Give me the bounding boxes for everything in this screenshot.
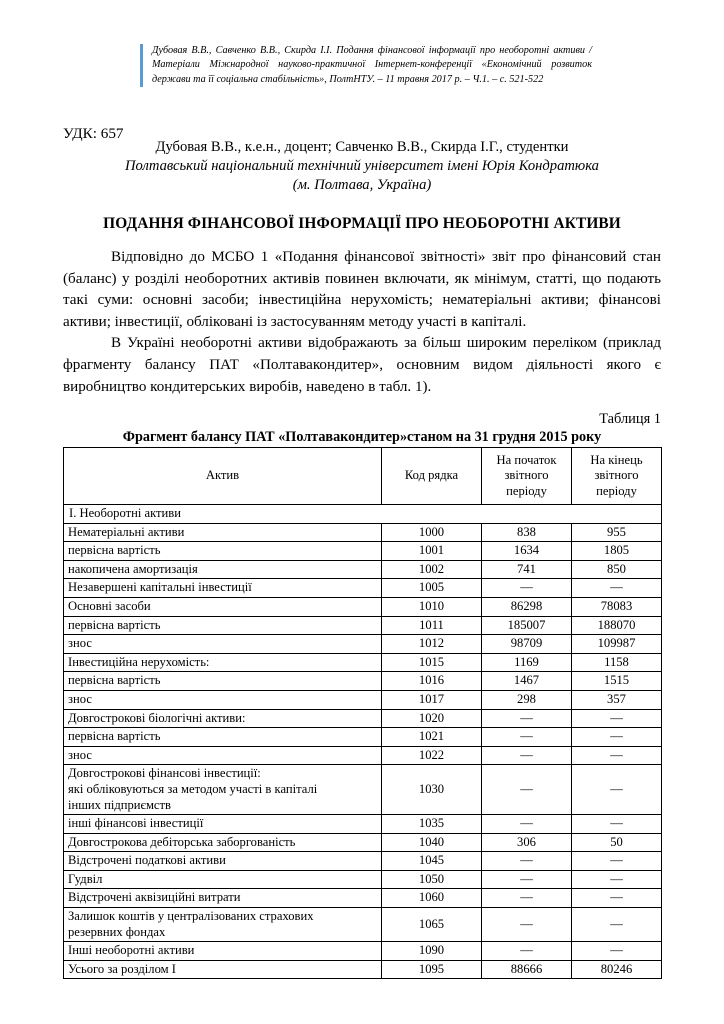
table-row — [64, 870, 662, 889]
cell-asset: Залишок коштів у централізованих страхових резервних фондах — [64, 908, 382, 942]
table-row — [64, 597, 662, 616]
cell-end-period: — — [572, 728, 662, 747]
cell-begin-period: 741 — [482, 560, 572, 579]
column-header-end-period: На кінець звітного періоду — [572, 448, 662, 505]
cell-code: 1002 — [382, 560, 482, 579]
cell-end-period: 1805 — [572, 542, 662, 561]
cell-asset: первісна вартість — [64, 542, 382, 561]
table-row — [64, 765, 662, 815]
udk-code: УДК: 657 — [63, 125, 124, 142]
cell-asset: Гудвіл — [64, 870, 382, 889]
table-header-row — [64, 448, 662, 505]
column-header-code: Код рядка — [382, 448, 482, 505]
cell-asset: Усього за розділом І — [64, 960, 382, 979]
cell-end-period: — — [572, 746, 662, 765]
table-body — [64, 505, 662, 979]
cell-end-period: 357 — [572, 690, 662, 709]
table-row — [64, 672, 662, 691]
cell-asset: інші фінансові інвестиції — [64, 815, 382, 834]
cell-code: 1005 — [382, 579, 482, 598]
cell-asset: Нематеріальні активи — [64, 523, 382, 542]
cell-code: 1016 — [382, 672, 482, 691]
citation-text: Дубовая В.В., Савченко В.В., Скирда І.І. Подання фінансової інформації про необоротні активи / Матеріали Міжнародної науково-практичної Інтернет-конференції «Економічний розвиток держави та її соціальна стабільність», ПолтНТУ. – 11 травня 2017 р. – Ч.1. – с. 521-522 — [152, 45, 592, 85]
cell-end-period: — — [572, 889, 662, 908]
cell-begin-period: — — [482, 765, 572, 815]
cell-begin-period: 306 — [482, 833, 572, 852]
cell-asset: Інвестиційна нерухомість: — [64, 653, 382, 672]
cell-begin-period: 1169 — [482, 653, 572, 672]
cell-begin-period: 185007 — [482, 616, 572, 635]
cell-begin-period: — — [482, 579, 572, 598]
cell-end-period: — — [572, 709, 662, 728]
cell-begin-period: 1467 — [482, 672, 572, 691]
cell-begin-period: — — [482, 746, 572, 765]
table-row — [64, 815, 662, 834]
cell-code: 1090 — [382, 942, 482, 961]
authors-names: Дубовая В.В., к.е.н., доцент; Савченко В.В., Скирда І.Г., студентки — [155, 139, 569, 155]
cell-begin-period: — — [482, 852, 572, 871]
cell-code: 1015 — [382, 653, 482, 672]
table-row — [64, 579, 662, 598]
cell-code: 1022 — [382, 746, 482, 765]
table-row — [64, 560, 662, 579]
cell-asset: первісна вартість — [64, 616, 382, 635]
paragraph: В Україні необоротні активи відображають за більш широким переліком (приклад фрагменту балансу ПАТ «Полтавакондитер», основним видом діяльності якого є виробництво кондитерських виробів, наведено в табл. 1). — [63, 335, 661, 395]
cell-end-period: 188070 — [572, 616, 662, 635]
table-row — [64, 960, 662, 979]
cell-asset: Відстрочені податкові активи — [64, 852, 382, 871]
cell-begin-period: — — [482, 942, 572, 961]
table-row — [64, 852, 662, 871]
table-row — [64, 616, 662, 635]
column-header-asset: Актив — [64, 448, 382, 505]
cell-end-period: — — [572, 908, 662, 942]
cell-code: 1030 — [382, 765, 482, 815]
authors-city: (м. Полтава, Україна) — [292, 177, 432, 194]
table-row — [64, 653, 662, 672]
cell-begin-period: — — [482, 908, 572, 942]
cell-begin-period: — — [482, 889, 572, 908]
cell-asset: Довгострокові фінансові інвестиції: які обліковуються за методом участі в капіталі інших підприємств — [64, 765, 382, 815]
table-row — [64, 942, 662, 961]
cell-code: 1065 — [382, 908, 482, 942]
cell-code: 1017 — [382, 690, 482, 709]
cell-asset: первісна вартість — [64, 728, 382, 747]
cell-begin-period: 86298 — [482, 597, 572, 616]
table-number-label: Таблиця 1 — [599, 411, 661, 427]
column-header-begin-period: На початок звітного періоду — [482, 448, 572, 505]
table-row — [64, 542, 662, 561]
cell-asset: первісна вартість — [64, 672, 382, 691]
cell-code: 1012 — [382, 635, 482, 654]
cell-asset: Відстрочені аквізиційні витрати — [64, 889, 382, 908]
table-row — [64, 728, 662, 747]
cell-begin-period: 1634 — [482, 542, 572, 561]
cell-code: 1060 — [382, 889, 482, 908]
cell-asset: накопичена амортизація — [64, 560, 382, 579]
table-row — [64, 523, 662, 542]
cell-begin-period: — — [482, 870, 572, 889]
cell-begin-period: 298 — [482, 690, 572, 709]
cell-end-period: 80246 — [572, 960, 662, 979]
table-row — [64, 833, 662, 852]
cell-asset: Довгострокові біологічні активи: — [64, 709, 382, 728]
cell-asset: Інші необоротні активи — [64, 942, 382, 961]
article-body — [63, 247, 661, 398]
cell-asset: знос — [64, 746, 382, 765]
cell-code: 1000 — [382, 523, 482, 542]
table-section-row — [64, 505, 662, 524]
cell-end-period: 850 — [572, 560, 662, 579]
cell-code: 1095 — [382, 960, 482, 979]
table-header — [64, 448, 662, 505]
authors-block — [63, 138, 661, 196]
balance-table-container — [63, 447, 661, 979]
cell-begin-period: — — [482, 709, 572, 728]
cell-asset: знос — [64, 635, 382, 654]
cell-asset: знос — [64, 690, 382, 709]
table-row — [64, 908, 662, 942]
table-caption: Фрагмент балансу ПАТ «Полтавакондитер»станом на 31 грудня 2015 року — [122, 429, 602, 445]
table-row — [64, 889, 662, 908]
cell-end-period: — — [572, 870, 662, 889]
cell-code: 1040 — [382, 833, 482, 852]
cell-code: 1020 — [382, 709, 482, 728]
cell-code: 1021 — [382, 728, 482, 747]
cell-code: 1045 — [382, 852, 482, 871]
table-row — [64, 746, 662, 765]
cell-end-period: — — [572, 765, 662, 815]
cell-begin-period: 98709 — [482, 635, 572, 654]
cell-begin-period: 838 — [482, 523, 572, 542]
citation-block — [140, 44, 592, 87]
cell-begin-period: — — [482, 728, 572, 747]
cell-code: 1011 — [382, 616, 482, 635]
cell-asset: Основні засоби — [64, 597, 382, 616]
cell-end-period: 109987 — [572, 635, 662, 654]
cell-end-period: — — [572, 942, 662, 961]
cell-asset: Незавершені капітальні інвестиції — [64, 579, 382, 598]
authors-affiliation: Полтавський національний технічний університет імені Юрія Кондратюка — [125, 158, 599, 175]
cell-code: 1001 — [382, 542, 482, 561]
cell-end-period: — — [572, 579, 662, 598]
balance-table — [63, 447, 662, 979]
cell-code: 1035 — [382, 815, 482, 834]
cell-end-period: — — [572, 852, 662, 871]
table-row — [64, 635, 662, 654]
page-title: ПОДАННЯ ФІНАНСОВОЇ ІНФОРМАЦІЇ ПРО НЕОБОРОТНІ АКТИВИ — [103, 215, 621, 233]
table-section-label: І. Необоротні активи — [64, 505, 662, 524]
cell-end-period: 955 — [572, 523, 662, 542]
cell-end-period: — — [572, 815, 662, 834]
cell-code: 1010 — [382, 597, 482, 616]
cell-end-period: 1515 — [572, 672, 662, 691]
cell-end-period: 78083 — [572, 597, 662, 616]
cell-end-period: 1158 — [572, 653, 662, 672]
table-row — [64, 690, 662, 709]
cell-begin-period: 88666 — [482, 960, 572, 979]
table-row — [64, 709, 662, 728]
cell-code: 1050 — [382, 870, 482, 889]
citation-accent-bar — [140, 44, 143, 87]
cell-end-period: 50 — [572, 833, 662, 852]
cell-asset: Довгострокова дебіторська заборгованість — [64, 833, 382, 852]
cell-begin-period: — — [482, 815, 572, 834]
paragraph: Відповідно до МСБО 1 «Подання фінансової звітності» звіт про фінансовий стан (баланс) у розділі необоротних активів повинен включати, як мінімум, статті, що подають такі суми: основні засоби; інвестиційна нерухомість; нематеріальні активи; фінансові активи; інвестиції, обліковані із застосуванням методу участі в капіталі. — [63, 249, 661, 330]
